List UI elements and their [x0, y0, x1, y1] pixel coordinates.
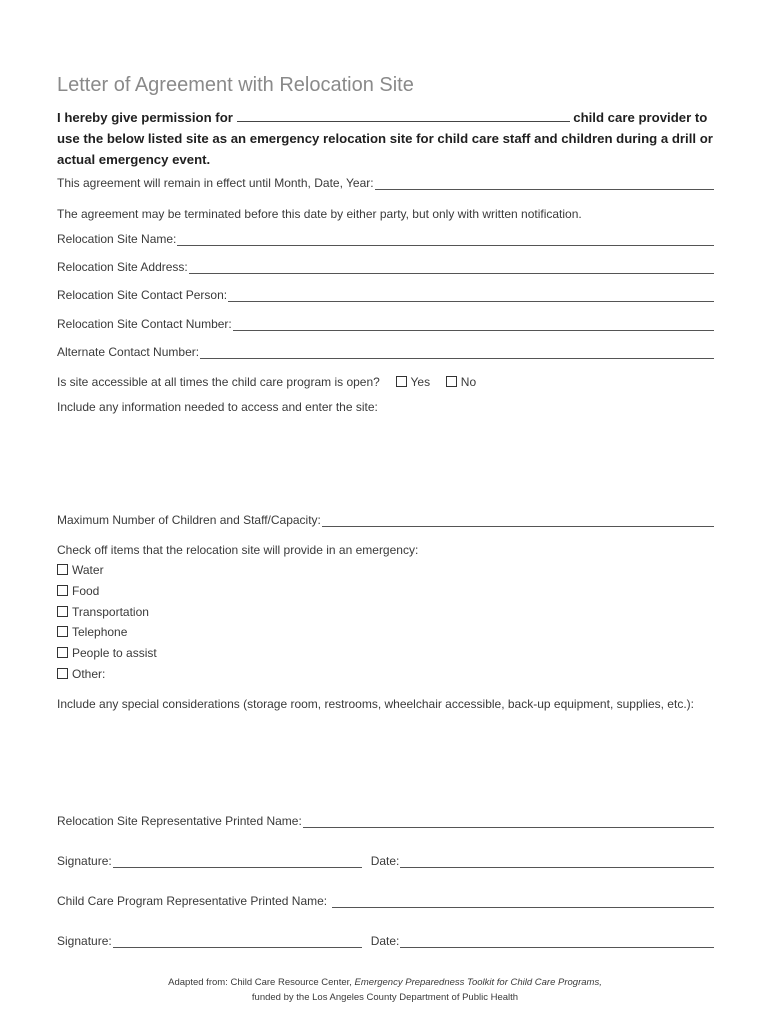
other-checkbox[interactable]: [57, 668, 68, 679]
checklist-item: [57, 605, 149, 619]
program-date-field[interactable]: [400, 935, 714, 948]
transportation-checkbox[interactable]: [57, 606, 68, 617]
site-signature-row: [57, 854, 714, 868]
no-label: No: [460, 375, 477, 389]
intro-part2: child care provider to use the below listed site as an emergency relocation site for child care staff and children during a drill or actual emergency event.: [57, 110, 713, 167]
intro-paragraph: [57, 107, 717, 170]
alternate-number-row: [57, 345, 714, 359]
checklist-item: [57, 646, 157, 660]
effective-until-field[interactable]: [375, 177, 714, 190]
footer-toolkit-title: Emergency Preparedness Toolkit for Child Care Programs,: [354, 977, 602, 988]
footer-citation: [0, 975, 770, 1005]
signature-label: Signature:: [57, 934, 112, 948]
page-title: Letter of Agreement with Relocation Site: [57, 74, 414, 96]
site-name-field[interactable]: [177, 233, 714, 246]
accessible-question-label: Is site accessible at all times the child care program is open?: [57, 375, 380, 389]
site-name-label: Relocation Site Name:: [57, 232, 177, 246]
people-to-assist-checkbox[interactable]: [57, 647, 68, 658]
intro-part1: I hereby give permission for: [57, 110, 233, 125]
accessible-question-row: [57, 375, 476, 389]
effective-until-row: [57, 176, 714, 190]
capacity-row: [57, 513, 714, 527]
program-signature-row: [57, 934, 714, 948]
site-date-field[interactable]: [400, 855, 714, 868]
yes-label: Yes: [410, 375, 431, 389]
site-address-field[interactable]: [189, 261, 714, 274]
contact-person-field[interactable]: [228, 289, 714, 302]
program-rep-name-row: [57, 894, 714, 908]
contact-person-row: [57, 288, 714, 302]
no-checkbox[interactable]: [446, 376, 457, 387]
water-checkbox[interactable]: [57, 564, 68, 575]
date-label: Date:: [370, 934, 400, 948]
date-label: Date:: [370, 854, 400, 868]
contact-number-label: Relocation Site Contact Number:: [57, 317, 232, 331]
checklist-item: [57, 584, 99, 598]
program-signature-field[interactable]: [113, 935, 362, 948]
effective-until-label: This agreement will remain in effect until Month, Date, Year:: [57, 176, 374, 190]
termination-note: The agreement may be terminated before this date by either party, but only with written notification.: [57, 207, 582, 221]
site-address-label: Relocation Site Address:: [57, 260, 188, 274]
site-rep-name-field[interactable]: [303, 815, 714, 828]
alternate-number-field[interactable]: [200, 346, 714, 359]
program-rep-name-field[interactable]: [332, 895, 714, 908]
telephone-checkbox[interactable]: [57, 626, 68, 637]
checklist-label: Food: [72, 584, 100, 598]
checklist-label: People to assist: [72, 646, 157, 660]
contact-person-label: Relocation Site Contact Person:: [57, 288, 228, 302]
site-address-row: [57, 260, 714, 274]
program-rep-name-label: Child Care Program Representative Printed Name:: [57, 894, 328, 908]
provider-name-field[interactable]: [237, 109, 570, 122]
site-rep-name-row: [57, 814, 714, 828]
site-signature-field[interactable]: [113, 855, 362, 868]
special-considerations-label: Include any special considerations (storage room, restrooms, wheelchair accessible, back-up equipment, supplies, etc.):: [57, 697, 694, 711]
site-rep-name-label: Relocation Site Representative Printed Name:: [57, 814, 302, 828]
footer-line1: [0, 975, 770, 990]
yes-checkbox[interactable]: [396, 376, 407, 387]
site-name-row: [57, 232, 714, 246]
checklist-item: [57, 625, 127, 639]
capacity-label: Maximum Number of Children and Staff/Capacity:: [57, 513, 321, 527]
access-info-label: Include any information needed to access and enter the site:: [57, 400, 378, 414]
checkoff-heading: Check off items that the relocation site will provide in an emergency:: [57, 543, 419, 557]
footer-line2: funded by the Los Angeles County Department of Public Health: [251, 992, 519, 1003]
checklist-label: Transportation: [72, 605, 149, 619]
checklist-label: Telephone: [72, 625, 128, 639]
checklist-label: Water: [72, 563, 104, 577]
contact-number-field[interactable]: [233, 318, 714, 331]
alternate-number-label: Alternate Contact Number:: [57, 345, 200, 359]
contact-number-row: [57, 317, 714, 331]
footer-source: Adapted from: Child Care Resource Center,: [168, 977, 355, 988]
capacity-field[interactable]: [322, 514, 714, 527]
checklist-item: [57, 563, 104, 577]
signature-label: Signature:: [57, 854, 112, 868]
checklist-item: [57, 667, 105, 681]
checklist-label: Other:: [72, 667, 106, 681]
food-checkbox[interactable]: [57, 585, 68, 596]
